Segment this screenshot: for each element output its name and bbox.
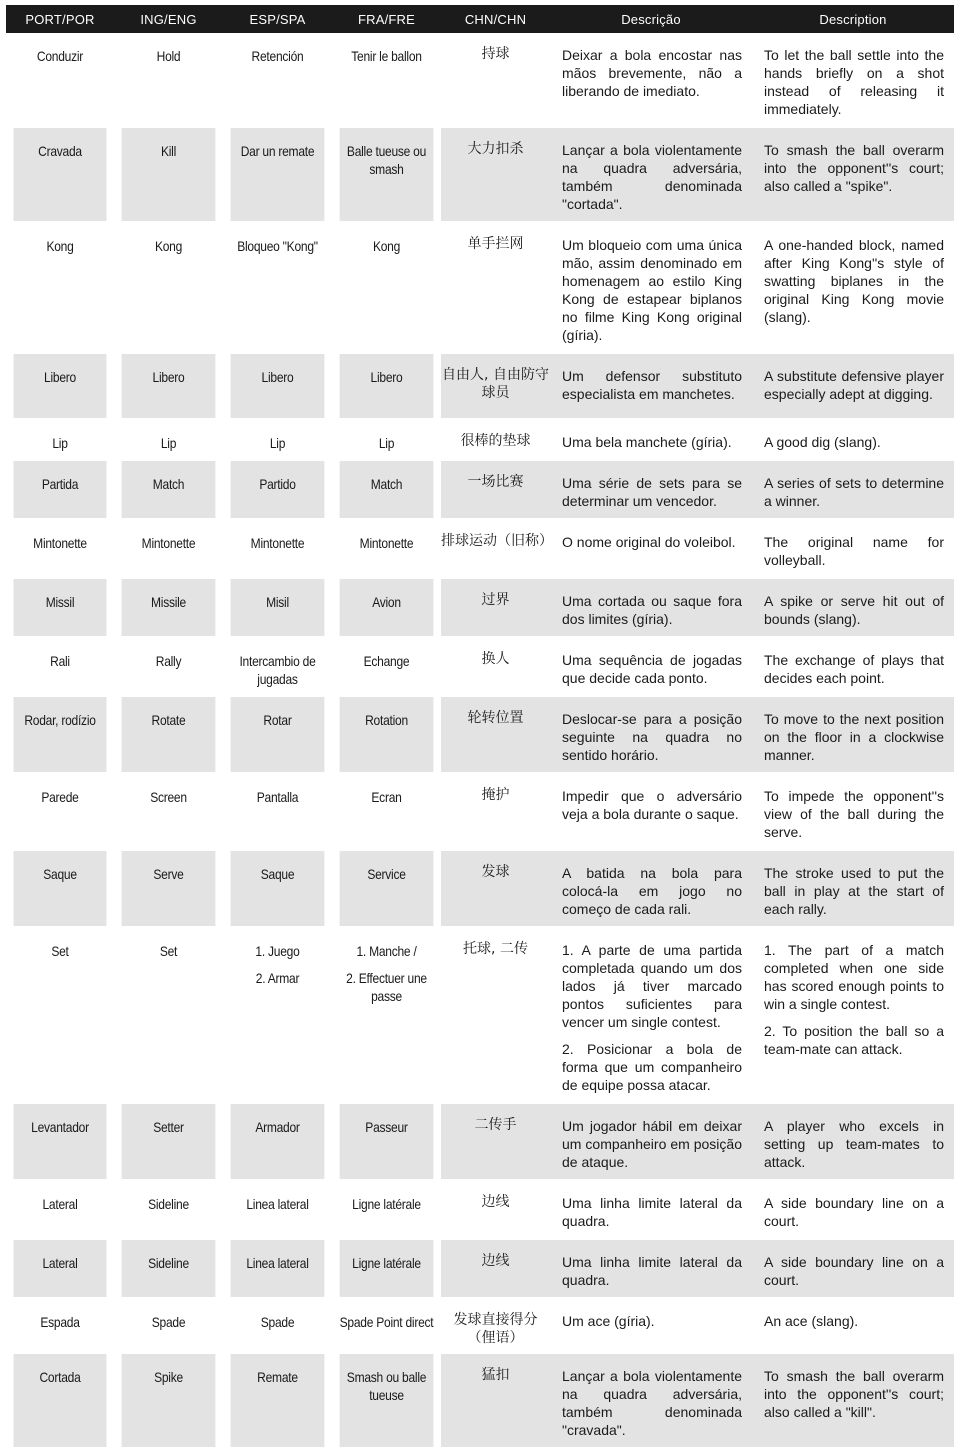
term-fra: Ecran	[340, 773, 434, 850]
term-fra: Smash ou balle tueuse	[340, 1353, 434, 1448]
term-por: Lip	[14, 419, 107, 460]
term-eng: Libero	[122, 353, 216, 419]
description-pt: Uma sequência de jogadas que decide cada ponto.	[550, 637, 752, 696]
term-por: Partida	[14, 460, 107, 519]
description-en: The stroke used to put the ball in play at the start of each rally.	[752, 850, 954, 927]
term-chn: 持球	[441, 33, 550, 127]
description-en: An ace (slang).	[752, 1298, 954, 1353]
term-por: Levantador	[14, 1103, 107, 1180]
description-en-sense-1: 1. The part of a match completed when one side has scored enough points to win a single contest.	[764, 942, 944, 1012]
term-eng: Screen	[122, 773, 216, 850]
description-en: A one-handed block, named after King Kong''s style of swatting biplanes in the original King Kong movie (slang).	[752, 222, 954, 353]
description-pt: Impedir que o adversário veja a bola durante o saque.	[550, 773, 752, 850]
header-description: Description	[752, 5, 954, 33]
term-spa: Linea lateral	[231, 1180, 325, 1239]
term-spa: Lip	[231, 419, 325, 460]
term-eng: Sideline	[122, 1180, 216, 1239]
description-pt: Deslocar-se para a posição seguinte na quadra no sentido horário.	[550, 696, 752, 773]
term-eng: Match	[122, 460, 216, 519]
description-pt: Uma linha limite lateral da quadra.	[550, 1239, 752, 1298]
term-chn: 过界	[441, 578, 550, 637]
term-fra-sense-2: 2. Effectuer une passe	[346, 970, 427, 1004]
term-spa: Misil	[231, 578, 325, 637]
term-por: Mintonette	[14, 519, 107, 578]
description-pt: Um jogador hábil em deixar um companheiro em posição de ataque.	[550, 1103, 752, 1180]
description-pt-sense-1: 1. A parte de uma partida completada quando um dos lados já tiver marcado pontos suficientes para vencer um single contest.	[562, 942, 742, 1030]
term-chn: 轮转位置	[441, 696, 550, 773]
term-fra: Echange	[340, 637, 434, 696]
term-fra: Spade Point direct	[340, 1298, 434, 1353]
term-chn: 大力扣杀	[441, 127, 550, 222]
term-fra-sense-1: 1. Manche /	[356, 943, 417, 959]
table-row	[6, 696, 954, 773]
term-fra: Kong	[340, 222, 434, 353]
term-por: Rodar, rodízio	[14, 696, 107, 773]
term-por: Parede	[14, 773, 107, 850]
description-en: To move to the next position on the floor in a clockwise manner.	[752, 696, 954, 773]
term-spa: Remate	[231, 1353, 325, 1448]
term-por: Lateral	[14, 1239, 107, 1298]
description-pt: O nome original do voleibol.	[550, 519, 752, 578]
term-chn: 发球	[441, 850, 550, 927]
term-eng: Mintonette	[122, 519, 216, 578]
description-en: A player who excels in setting up team-mates to attack.	[752, 1103, 954, 1180]
term-por: Set	[14, 927, 107, 1103]
term-por: Missil	[14, 578, 107, 637]
description-en: To let the ball settle into the hands briefly on a shot instead of releasing it immediately.	[752, 33, 954, 127]
term-eng: Spade	[122, 1298, 216, 1353]
description-pt: Lançar a bola violentamente na quadra adversária, também denominada "cravada".	[550, 1353, 752, 1448]
term-chn: 单手拦网	[441, 222, 550, 353]
term-spa: Libero	[231, 353, 325, 419]
header-fra: FRA/FRE	[332, 5, 441, 33]
description-pt: Um bloqueio com uma única mão, assim denominado em homenagem ao estilo King Kong de estapear biplanos no filme King Kong original (gíria).	[550, 222, 752, 353]
term-por: Espada	[14, 1298, 107, 1353]
term-fra	[340, 927, 434, 1103]
table-row	[6, 33, 954, 127]
table-body	[6, 33, 954, 1448]
term-eng: Missile	[122, 578, 216, 637]
description-pt: Deixar a bola encostar nas mãos brevemente, não a liberando de imediato.	[550, 33, 752, 127]
description-en: To impede the opponent''s view of the ball during the serve.	[752, 773, 954, 850]
term-chn: 排球运动（旧称）	[441, 519, 550, 578]
description-en: A series of sets to determine a winner.	[752, 460, 954, 519]
term-spa: Rotar	[231, 696, 325, 773]
description-pt: Uma série de sets para se determinar um vencedor.	[550, 460, 752, 519]
term-chn: 边线	[441, 1239, 550, 1298]
table-row	[6, 353, 954, 419]
table-row	[6, 637, 954, 696]
term-spa: Armador	[231, 1103, 325, 1180]
term-chn: 很棒的垫球	[441, 419, 550, 460]
description-en: The exchange of plays that decides each point.	[752, 637, 954, 696]
term-por: Cravada	[14, 127, 107, 222]
table-row	[6, 460, 954, 519]
description-pt: Um ace (gíria).	[550, 1298, 752, 1353]
term-eng: Rotate	[122, 696, 216, 773]
term-spa: Partido	[231, 460, 325, 519]
term-chn: 换人	[441, 637, 550, 696]
table-row	[6, 1239, 954, 1298]
term-spa: Dar un remate	[231, 127, 325, 222]
term-fra: Ligne latérale	[340, 1180, 434, 1239]
header-chn: CHN/CHN	[441, 5, 550, 33]
term-fra: Balle tueuse ou smash	[340, 127, 434, 222]
description-pt-sense-2: 2. Posicionar a bola de forma que um companheiro de equipe possa atacar.	[562, 1041, 742, 1093]
term-spa: Intercambio de jugadas	[231, 637, 325, 696]
term-por: Cortada	[14, 1353, 107, 1448]
term-fra: Tenir le ballon	[340, 33, 434, 127]
term-chn: 猛扣	[441, 1353, 550, 1448]
table-row	[6, 578, 954, 637]
table-row	[6, 127, 954, 222]
term-spa: Spade	[231, 1298, 325, 1353]
term-eng: Set	[122, 927, 216, 1103]
table-row	[6, 850, 954, 927]
term-chn: 自由人, 自由防守球员	[441, 353, 550, 419]
table-row	[6, 927, 954, 1103]
term-eng: Rally	[122, 637, 216, 696]
term-chn: 发球直接得分（俚语）	[441, 1298, 550, 1353]
description-pt: Lançar a bola violentamente na quadra adversária, também denominada "cortada".	[550, 127, 752, 222]
term-spa: Bloqueo "Kong"	[231, 222, 325, 353]
term-spa-sense-1: 1. Juego	[255, 943, 300, 959]
description-pt: Uma cortada ou saque fora dos limites (gíria).	[550, 578, 752, 637]
table-row	[6, 1353, 954, 1448]
term-spa: Linea lateral	[231, 1239, 325, 1298]
table-row	[6, 1298, 954, 1353]
table-row	[6, 519, 954, 578]
term-eng: Kill	[122, 127, 216, 222]
term-fra: Match	[340, 460, 434, 519]
term-eng: Spike	[122, 1353, 216, 1448]
description-en: A spike or serve hit out of bounds (slang).	[752, 578, 954, 637]
term-chn: 掩护	[441, 773, 550, 850]
term-chn: 托球, 二传	[441, 927, 550, 1103]
term-por: Libero	[14, 353, 107, 419]
term-fra: Libero	[340, 353, 434, 419]
term-fra: Passeur	[340, 1103, 434, 1180]
term-eng: Hold	[122, 33, 216, 127]
description-en: A side boundary line on a court.	[752, 1239, 954, 1298]
description-en: To smash the ball overarm into the opponent''s court; also called a "kill".	[752, 1353, 954, 1448]
term-eng: Lip	[122, 419, 216, 460]
term-eng: Sideline	[122, 1239, 216, 1298]
term-chn: 一场比赛	[441, 460, 550, 519]
header-por: PORT/POR	[6, 5, 114, 33]
term-spa-sense-2: 2. Armar	[255, 970, 300, 986]
description-pt: A batida na bola para colocá-la em jogo no começo de cada rali.	[550, 850, 752, 927]
term-spa: Saque	[231, 850, 325, 927]
term-fra: Lip	[340, 419, 434, 460]
description-en: A substitute defensive player especially adept at digging.	[752, 353, 954, 419]
term-fra: Avion	[340, 578, 434, 637]
term-por: Saque	[14, 850, 107, 927]
term-spa	[231, 927, 325, 1103]
term-por: Kong	[14, 222, 107, 353]
description-en: To smash the ball overarm into the opponent''s court; also called a "spike".	[752, 127, 954, 222]
description-en-sense-2: 2. To position the ball so a team-mate can attack.	[764, 1023, 944, 1057]
term-eng: Serve	[122, 850, 216, 927]
description-pt	[550, 927, 752, 1103]
term-eng: Kong	[122, 222, 216, 353]
description-en: A side boundary line on a court.	[752, 1180, 954, 1239]
description-pt: Uma linha limite lateral da quadra.	[550, 1180, 752, 1239]
glossary-table	[6, 5, 954, 1449]
term-fra: Mintonette	[340, 519, 434, 578]
term-spa: Mintonette	[231, 519, 325, 578]
term-por: Lateral	[14, 1180, 107, 1239]
term-spa: Pantalla	[231, 773, 325, 850]
term-chn: 二传手	[441, 1103, 550, 1180]
description-en: A good dig (slang).	[752, 419, 954, 460]
term-spa: Retención	[231, 33, 325, 127]
table-row	[6, 773, 954, 850]
term-por: Rali	[14, 637, 107, 696]
header-eng: ING/ENG	[114, 5, 223, 33]
description-pt: Um defensor substituto especialista em manchetes.	[550, 353, 752, 419]
header-descricao: Descrição	[550, 5, 752, 33]
header-spa: ESP/SPA	[223, 5, 332, 33]
table-row	[6, 1180, 954, 1239]
term-fra: Service	[340, 850, 434, 927]
table-row	[6, 222, 954, 353]
description-en: The original name for volleyball.	[752, 519, 954, 578]
term-por: Conduzir	[14, 33, 107, 127]
term-fra: Ligne latérale	[340, 1239, 434, 1298]
term-eng: Setter	[122, 1103, 216, 1180]
term-chn: 边线	[441, 1180, 550, 1239]
table-row	[6, 1103, 954, 1180]
table-header	[6, 5, 954, 33]
description-pt: Uma bela manchete (gíria).	[550, 419, 752, 460]
table-row	[6, 419, 954, 460]
description-en	[752, 927, 954, 1103]
term-fra: Rotation	[340, 696, 434, 773]
